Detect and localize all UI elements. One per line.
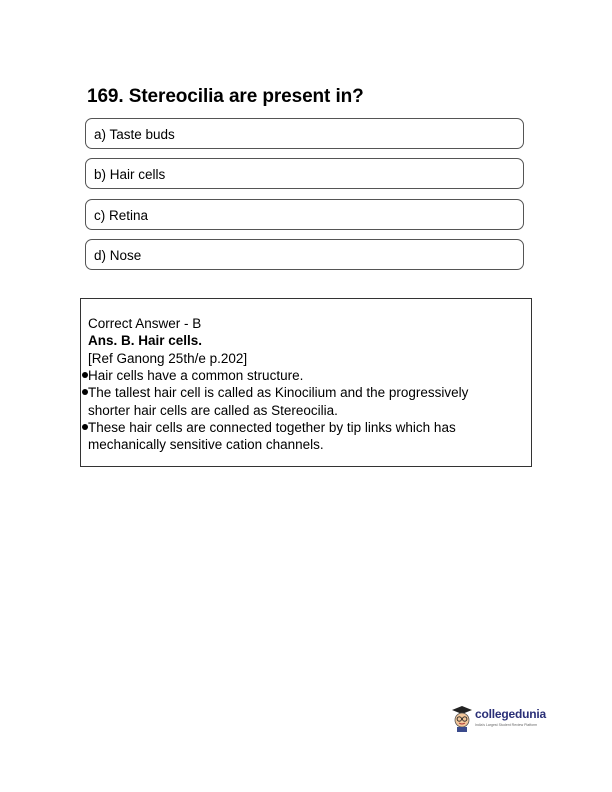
bullet-text: These hair cells are connected together by tip links which has (88, 420, 456, 435)
collegedunia-logo (451, 701, 547, 737)
reference-line: [Ref Ganong 25th/e p.202] (88, 351, 248, 366)
bullet-icon (82, 424, 88, 430)
answer-box (80, 298, 532, 467)
option-d[interactable]: d) Nose (85, 239, 524, 270)
correct-answer-line: Correct Answer - B (88, 316, 202, 331)
mascot-icon (451, 705, 473, 733)
option-c[interactable]: c) Retina (85, 199, 524, 230)
logo-tagline: India's Largest Student Review Platform (475, 723, 538, 727)
bullet-item (88, 419, 456, 436)
bullet-continuation: mechanically sensitive cation channels. (88, 437, 324, 452)
bullet-continuation: shorter hair cells are called as Stereocilia. (88, 403, 338, 418)
bullet-text: Hair cells have a common structure. (88, 368, 304, 383)
option-a[interactable]: a) Taste buds (85, 118, 524, 149)
bullet-icon (82, 389, 88, 395)
bullet-item (88, 384, 468, 401)
logo-name: collegedunia (475, 707, 546, 721)
bullet-text: The tallest hair cell is called as Kinocilium and the progressively (88, 385, 469, 400)
bullet-item (88, 367, 303, 384)
question-title: 169. Stereocilia are present in? (87, 86, 364, 107)
bullet-icon (82, 372, 88, 378)
answer-heading: Ans. B. Hair cells. (88, 333, 203, 348)
option-b[interactable]: b) Hair cells (85, 158, 524, 189)
